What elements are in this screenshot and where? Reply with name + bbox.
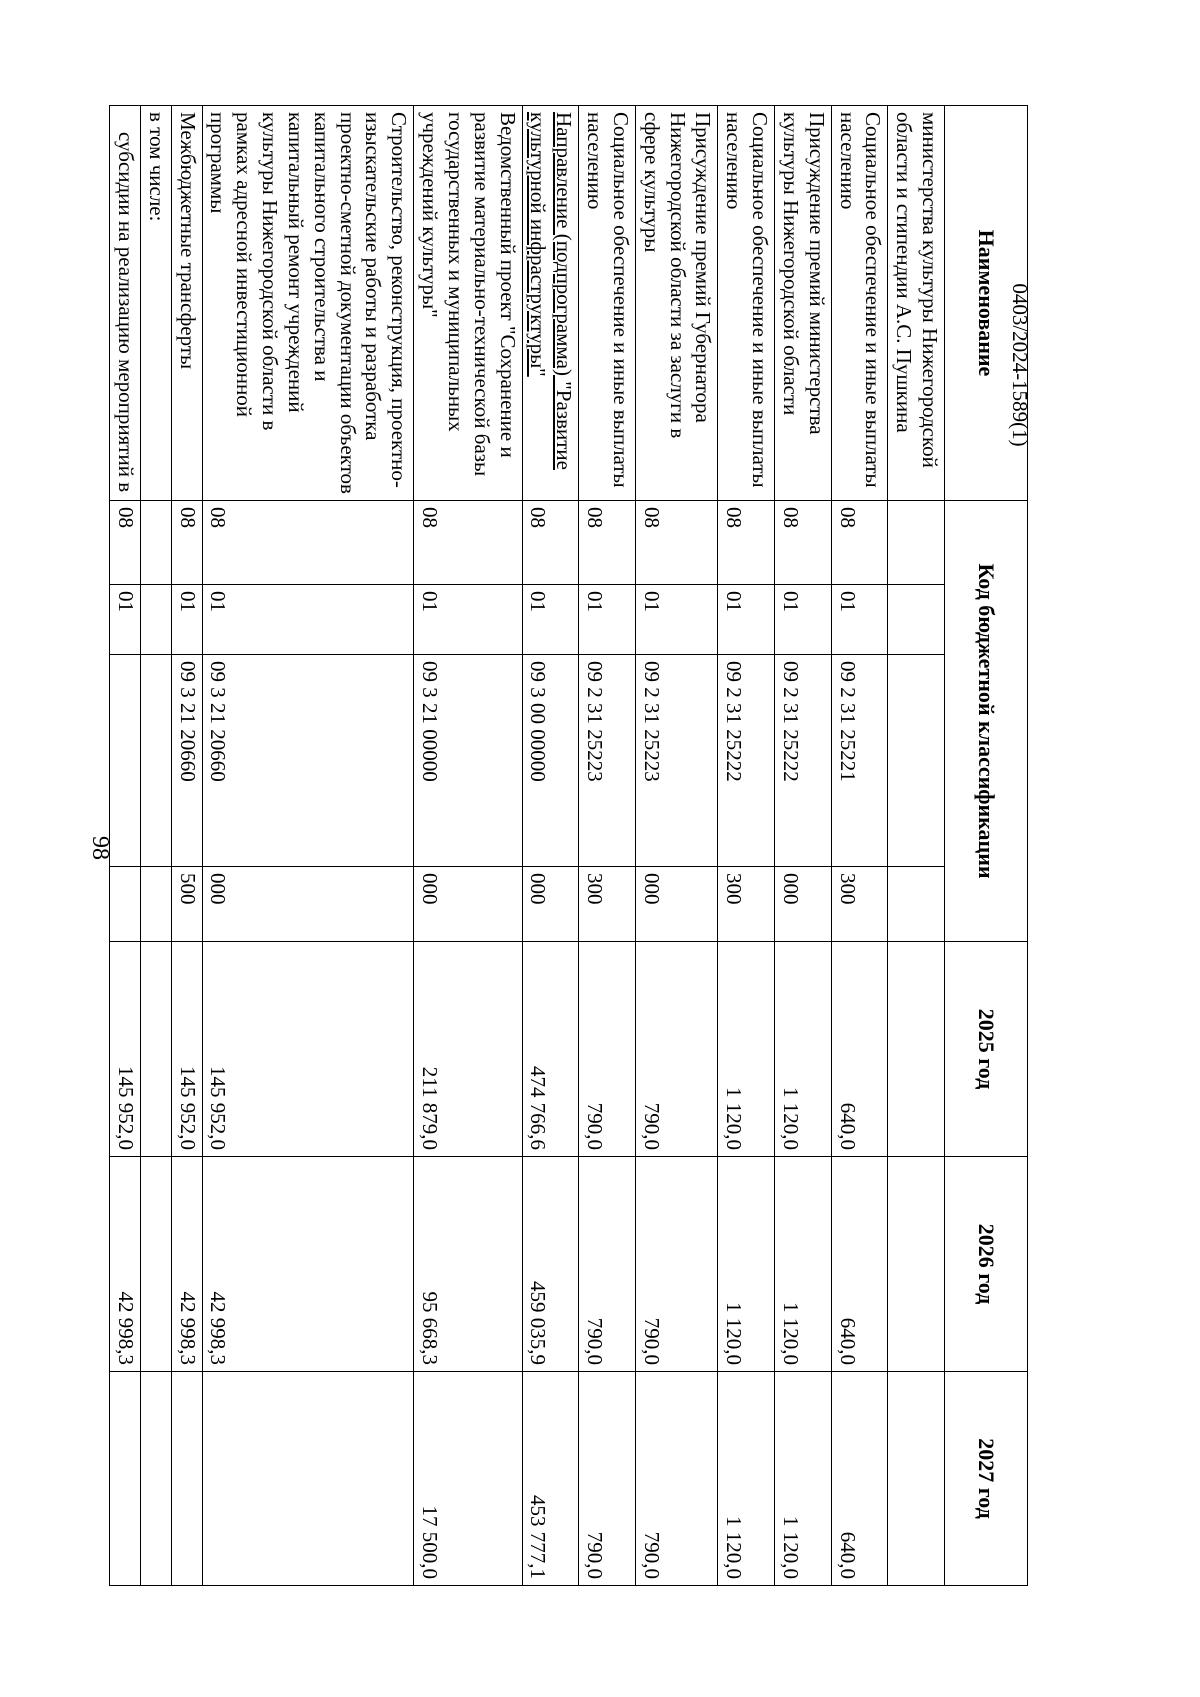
row-value-2027 (171, 1372, 202, 1586)
page-number: 98 (87, 836, 114, 860)
row-code-section: 08 (202, 501, 414, 585)
table-row (718, 106, 775, 1586)
row-code-section: 08 (775, 501, 832, 585)
row-code-subsection: 01 (171, 585, 202, 655)
row-code-target: 09 2 31 25221 (831, 655, 888, 867)
row-value-2027 (888, 1372, 945, 1586)
row-value-2026: 1 120,0 (775, 1157, 832, 1372)
row-code-expense-type (110, 867, 141, 942)
row-name: министерства культуры Нижегородской области и стипендии А.С. Пушкина (888, 106, 945, 501)
row-code-subsection (140, 585, 171, 655)
row-code-section: 08 (522, 501, 579, 585)
table-row (171, 106, 202, 1586)
row-value-2027: 453 777,1 (522, 1372, 579, 1586)
header-name: Наименование (945, 106, 1028, 501)
row-name: Направление (подпрограмма) "Развитие культурной инфраструктуры" (522, 106, 579, 501)
row-code-subsection: 01 (414, 585, 522, 655)
row-value-2026: 790,0 (635, 1157, 717, 1372)
header-2026: 2026 год (945, 1157, 1028, 1372)
row-value-2026: 42 998,3 (202, 1157, 414, 1372)
row-value-2026: 640,0 (831, 1157, 888, 1372)
row-value-2026 (888, 1157, 945, 1372)
table-row (635, 106, 717, 1586)
row-value-2026: 790,0 (579, 1157, 636, 1372)
row-value-2026 (140, 1157, 171, 1372)
row-code-section: 08 (718, 501, 775, 585)
row-value-2026: 95 668,3 (414, 1157, 522, 1372)
row-value-2025 (140, 942, 171, 1157)
header-2025: 2025 год (945, 942, 1028, 1157)
row-value-2027: 640,0 (831, 1372, 888, 1586)
row-value-2025: 474 766,6 (522, 942, 579, 1157)
row-code-subsection: 01 (202, 585, 414, 655)
row-code-target: 09 2 31 25222 (775, 655, 832, 867)
table-row (775, 106, 832, 1586)
row-code-expense-type (888, 867, 945, 942)
table-row (140, 106, 171, 1586)
row-code-expense-type: 000 (635, 867, 717, 942)
header-code: Код бюджетной классификации (945, 501, 1028, 942)
row-code-section: 08 (831, 501, 888, 585)
row-value-2025: 1 120,0 (775, 942, 832, 1157)
row-value-2026: 42 998,3 (171, 1157, 202, 1372)
row-value-2025 (888, 942, 945, 1157)
budget-table (109, 105, 1028, 1586)
row-name: в том числе: (140, 106, 171, 501)
row-name: Социальное обеспечение и иные выплаты населению (831, 106, 888, 501)
row-code-subsection: 01 (522, 585, 579, 655)
row-code-subsection: 01 (635, 585, 717, 655)
row-code-expense-type: 300 (579, 867, 636, 942)
table-row (579, 106, 636, 1586)
row-code-section: 08 (414, 501, 522, 585)
row-code-target: 09 2 31 25223 (579, 655, 636, 867)
row-code-subsection: 01 (579, 585, 636, 655)
row-code-expense-type: 500 (171, 867, 202, 942)
row-value-2025: 145 952,0 (171, 942, 202, 1157)
row-name: Строительство, реконструкция, проектно-изыскательские работы и разработка проектно-сметной документации объектов капитального строительства и капитальный ремонт учреждений культуры Нижегородской области в рамках адресной инвестиционной программы (202, 106, 414, 501)
row-value-2025: 790,0 (635, 942, 717, 1157)
row-code-target: 09 2 31 25222 (718, 655, 775, 867)
table-row (414, 106, 522, 1586)
row-value-2027 (202, 1372, 414, 1586)
row-value-2025: 1 120,0 (718, 942, 775, 1157)
row-code-subsection: 01 (831, 585, 888, 655)
row-name: Социальное обеспечение и иные выплаты населению (579, 106, 636, 501)
row-code-expense-type: 300 (718, 867, 775, 942)
table-row (522, 106, 579, 1586)
table-row (888, 106, 945, 1586)
row-code-expense-type: 000 (414, 867, 522, 942)
row-value-2026: 42 998,3 (110, 1157, 141, 1372)
row-code-section: 08 (579, 501, 636, 585)
row-name: Социальное обеспечение и иные выплаты населению (718, 106, 775, 501)
row-name: Ведомственный проект "Сохранение и развитие материально-технической базы государственных и муниципальных учреждений культуры" (414, 106, 522, 501)
row-value-2025: 145 952,0 (110, 942, 141, 1157)
row-value-2027: 790,0 (635, 1372, 717, 1586)
header-2027: 2027 год (945, 1372, 1028, 1586)
row-code-target (888, 655, 945, 867)
row-name: Межбюджетные трансферты (171, 106, 202, 501)
row-value-2027: 790,0 (579, 1372, 636, 1586)
row-value-2027: 17 500,0 (414, 1372, 522, 1586)
row-code-subsection: 01 (718, 585, 775, 655)
row-code-target: 09 2 31 25223 (635, 655, 717, 867)
row-code-target (110, 655, 141, 867)
row-code-expense-type (140, 867, 171, 942)
row-code-target: 09 3 21 20660 (202, 655, 414, 867)
row-code-target: 09 3 21 20660 (171, 655, 202, 867)
row-value-2027: 1 120,0 (718, 1372, 775, 1586)
document-id: 0403/2024-1589(1) (1008, 283, 1033, 447)
row-name: Присуждение премий Губернатора Нижегородской области за заслуги в сфере культуры (635, 106, 717, 501)
row-code-expense-type: 000 (775, 867, 832, 942)
row-value-2027 (140, 1372, 171, 1586)
row-value-2025: 640,0 (831, 942, 888, 1157)
budget-table-container (113, 105, 1028, 1585)
row-value-2025: 211 879,0 (414, 942, 522, 1157)
row-value-2027: 1 120,0 (775, 1372, 832, 1586)
row-code-section: 08 (110, 501, 141, 585)
row-value-2025: 790,0 (579, 942, 636, 1157)
row-code-expense-type: 000 (202, 867, 414, 942)
row-value-2025: 145 952,0 (202, 942, 414, 1157)
row-code-subsection: 01 (110, 585, 141, 655)
row-name: субсидии на реализацию мероприятий в (110, 106, 141, 501)
table-row (202, 106, 414, 1586)
row-code-target (140, 655, 171, 867)
row-name: Присуждение премий министерства культуры Нижегородской области (775, 106, 832, 501)
row-value-2026: 459 035,9 (522, 1157, 579, 1372)
row-code-section: 08 (171, 501, 202, 585)
row-code-section (140, 501, 171, 585)
row-code-expense-type: 000 (522, 867, 579, 942)
row-code-section: 08 (635, 501, 717, 585)
row-code-section (888, 501, 945, 585)
table-row (110, 106, 141, 1586)
row-code-target: 09 3 00 00000 (522, 655, 579, 867)
table-row (831, 106, 888, 1586)
row-value-2027 (110, 1372, 141, 1586)
row-code-subsection: 01 (775, 585, 832, 655)
row-code-target: 09 3 21 00000 (414, 655, 522, 867)
row-code-expense-type: 300 (831, 867, 888, 942)
row-code-subsection (888, 585, 945, 655)
row-value-2026: 1 120,0 (718, 1157, 775, 1372)
